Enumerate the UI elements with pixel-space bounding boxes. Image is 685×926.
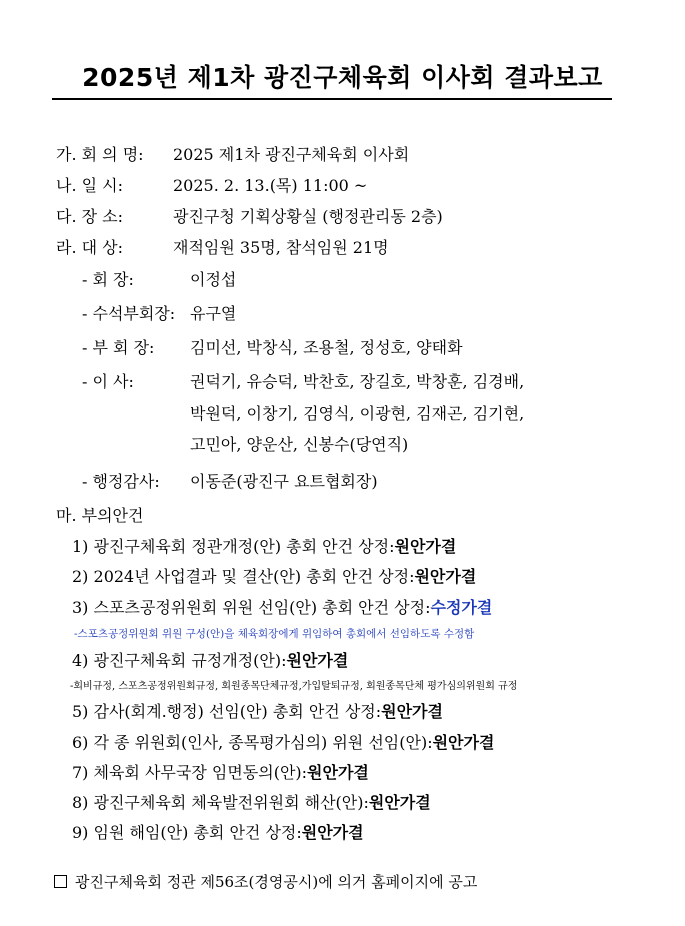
footer-text: 광진구체육회 정관 제56조(경영공시)에 의거 홈페이지에 공고 [75, 873, 478, 891]
agenda-result: 원안가결 [381, 702, 443, 721]
agenda-item [72, 651, 348, 671]
agenda-item [72, 793, 431, 813]
info-value: 재적임원 35명, 참석임원 21명 [173, 238, 389, 257]
agenda-result: 원안가결 [414, 567, 477, 586]
agenda-item [72, 702, 443, 722]
officer-names: 유구열 [190, 304, 237, 323]
officer-auditor [82, 472, 378, 492]
checkbox-square-icon [54, 875, 67, 888]
agenda-text: 6) 각 종 위원회(인사, 종목평가심의) 위원 선임(안): [72, 733, 433, 752]
agenda-result-modified: 수정가결 [430, 598, 493, 617]
officer-directors-continued [190, 404, 524, 424]
officer-role: - 이 사: [82, 372, 134, 391]
info-datetime [56, 176, 367, 196]
info-place [56, 207, 443, 227]
officer-names: 박원덕, 이창기, 김영식, 이광현, 김재곤, 김기현, [190, 404, 525, 423]
info-meeting-name [56, 145, 409, 165]
officer-role: - 수석부회장: [82, 304, 176, 323]
info-value: 광진구청 기획상황실 (행정관리동 2층) [173, 207, 443, 226]
officer-names: 김미선, 박창식, 조용철, 정성호, 양태화 [190, 338, 463, 357]
agenda-text: 8) 광진구체육회 체육발전위원회 해산(안): [72, 793, 369, 812]
officer-names: 권덕기, 유승덕, 박찬호, 장길호, 박창훈, 김경배, [190, 372, 525, 391]
officer-directors [82, 372, 524, 392]
agenda-note: -회비규정, 스포츠공정위원회규정, 회원종목단체규정,가입탈퇴규정, 회원종목단체 평가심의위원회 규정 [70, 681, 518, 692]
agenda-note: -스포츠공정위원회 위원 구성(안)을 체육회장에게 위임하여 총회에서 선임하도록 수정함 [74, 628, 475, 640]
agenda-result: 원안가결 [368, 793, 431, 812]
info-value: 2025. 2. 13.(목) 11:00 ~ [173, 176, 368, 195]
info-key: 나. 일 시: [56, 176, 124, 195]
agenda-result: 원안가결 [286, 651, 349, 670]
agenda-heading: 마. 부의안건 [56, 506, 144, 525]
agenda-result: 원안가결 [301, 823, 364, 842]
officer-role: - 행정감사: [82, 472, 160, 491]
info-key: 가. 회 의 명: [56, 145, 144, 164]
document-title: 2025년 제1차 광진구체육회 이사회 결과보고 [82, 63, 603, 92]
agenda-result: 원안가결 [394, 537, 457, 556]
info-value: 2025 제1차 광진구체육회 이사회 [173, 145, 410, 164]
agenda-item [72, 823, 364, 843]
agenda-text: 3) 스포츠공정위원회 위원 선임(안) 총회 안건 상정: [72, 598, 431, 617]
agenda-text: 7) 체육회 사무국장 임면동의(안): [72, 763, 308, 782]
officer-role: - 회 장: [82, 270, 134, 289]
agenda-item [72, 567, 476, 587]
info-key: 라. 대 상: [56, 238, 124, 257]
info-attendees [56, 238, 389, 258]
agenda-text: 5) 감사(회계.행정) 선임(안) 총회 안건 상정: [72, 702, 382, 721]
officer-vice-presidents [82, 338, 463, 358]
agenda-text: 1) 광진구체육회 정관개정(안) 총회 안건 상정: [72, 537, 395, 556]
info-key: 다. 장 소: [56, 207, 124, 226]
footer-notice [54, 872, 477, 892]
agenda-item [72, 537, 456, 557]
officer-names: 이정섭 [190, 270, 237, 289]
officer-names: 이동준(광진구 요트협회장) [190, 472, 378, 491]
agenda-result: 원안가결 [307, 763, 369, 782]
officer-president [82, 270, 236, 290]
agenda-item [72, 733, 494, 753]
officer-directors-continued [190, 435, 408, 455]
agenda-item [72, 598, 492, 618]
title-underline [52, 98, 612, 100]
agenda-result: 원안가결 [432, 733, 495, 752]
agenda-text: 9) 임원 해임(안) 총회 안건 상정: [72, 823, 302, 842]
officer-role: - 부 회 장: [82, 338, 155, 357]
officer-senior-vice-president [82, 304, 236, 324]
agenda-item [72, 763, 369, 783]
agenda-text: 2) 2024년 사업결과 및 결산(안) 총회 안건 상정: [72, 567, 415, 586]
officer-names: 고민아, 양운산, 신봉수(당연직) [190, 435, 409, 454]
agenda-text: 4) 광진구체육회 규정개정(안): [72, 651, 287, 670]
